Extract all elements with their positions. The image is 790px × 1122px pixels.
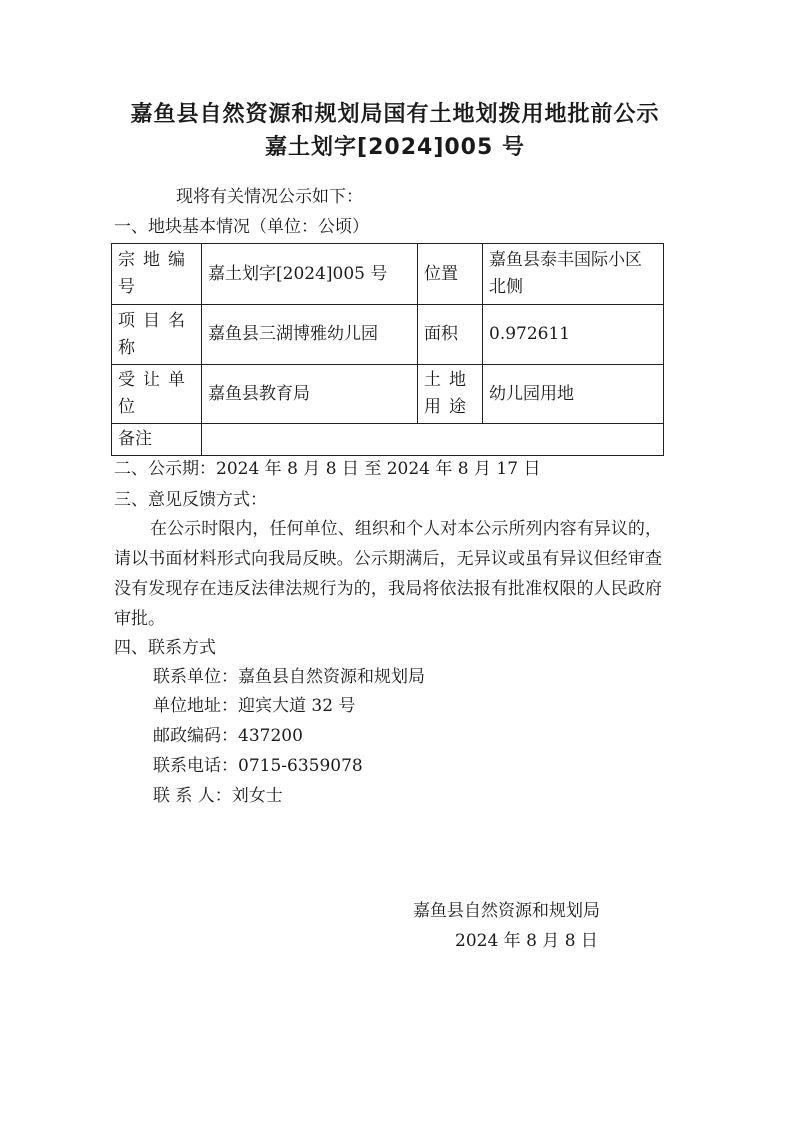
project-name-label: 项目名称 (112, 305, 202, 365)
area-label: 面积 (418, 305, 483, 365)
contact-phone: 联系电话：0715-6359078 (153, 756, 363, 776)
section3-heading: 三、意见反馈方式： (114, 490, 267, 510)
table-row (112, 424, 664, 456)
table-row (112, 244, 664, 305)
contact-address: 单位地址：迎宾大道 32 号 (153, 696, 356, 716)
location-label: 位置 (418, 244, 483, 305)
signature-date: 2024 年 8 月 8 日 (455, 931, 598, 951)
remarks-label: 备注 (112, 424, 202, 456)
table-row (112, 365, 664, 424)
document-number: 嘉土划字[2024]005 号 (265, 135, 525, 160)
table-row (112, 305, 664, 365)
land-use-value: 幼儿园用地 (483, 365, 664, 424)
transferee-label: 受让单位 (112, 365, 202, 424)
project-name-value: 嘉鱼县三湖博雅幼儿园 (202, 305, 418, 365)
transferee-value: 嘉鱼县教育局 (202, 365, 418, 424)
remarks-value (202, 424, 664, 456)
publicity-period: 二、公示期：2024 年 8 月 8 日 至 2024 年 8 月 17 日 (114, 459, 541, 479)
signature-org: 嘉鱼县自然资源和规划局 (413, 901, 600, 921)
section4-heading: 四、联系方式 (114, 638, 216, 658)
contact-postcode: 邮政编码：437200 (153, 726, 303, 746)
parcel-number-value: 嘉土划字[2024]005 号 (202, 244, 418, 305)
feedback-paragraph: 在公示时限内，任何单位、组织和个人对本公示所列内容有异议的，请以书面材料形式向我局反映。公示期满后，无异议或虽有异议但经审查没有发现存在违反法律法规行为的，我局将依法报有批准权限的人民政府审批。 (114, 519, 662, 629)
area-value: 0.972611 (483, 305, 664, 365)
contact-person: 联 系 人：刘女士 (153, 786, 283, 806)
section1-heading: 一、地块基本情况（单位：公顷） (114, 217, 369, 237)
parcel-info-table (111, 243, 664, 456)
contact-unit: 联系单位：嘉鱼县自然资源和规划局 (153, 667, 425, 687)
intro-text: 现将有关情况公示如下： (176, 187, 363, 207)
parcel-number-label: 宗地编号 (112, 244, 202, 305)
location-value: 嘉鱼县泰丰国际小区北侧 (483, 244, 664, 305)
document-title: 嘉鱼县自然资源和规划局国有土地划拨用地批前公示 (130, 102, 660, 127)
land-use-label: 土地用途 (418, 365, 483, 424)
